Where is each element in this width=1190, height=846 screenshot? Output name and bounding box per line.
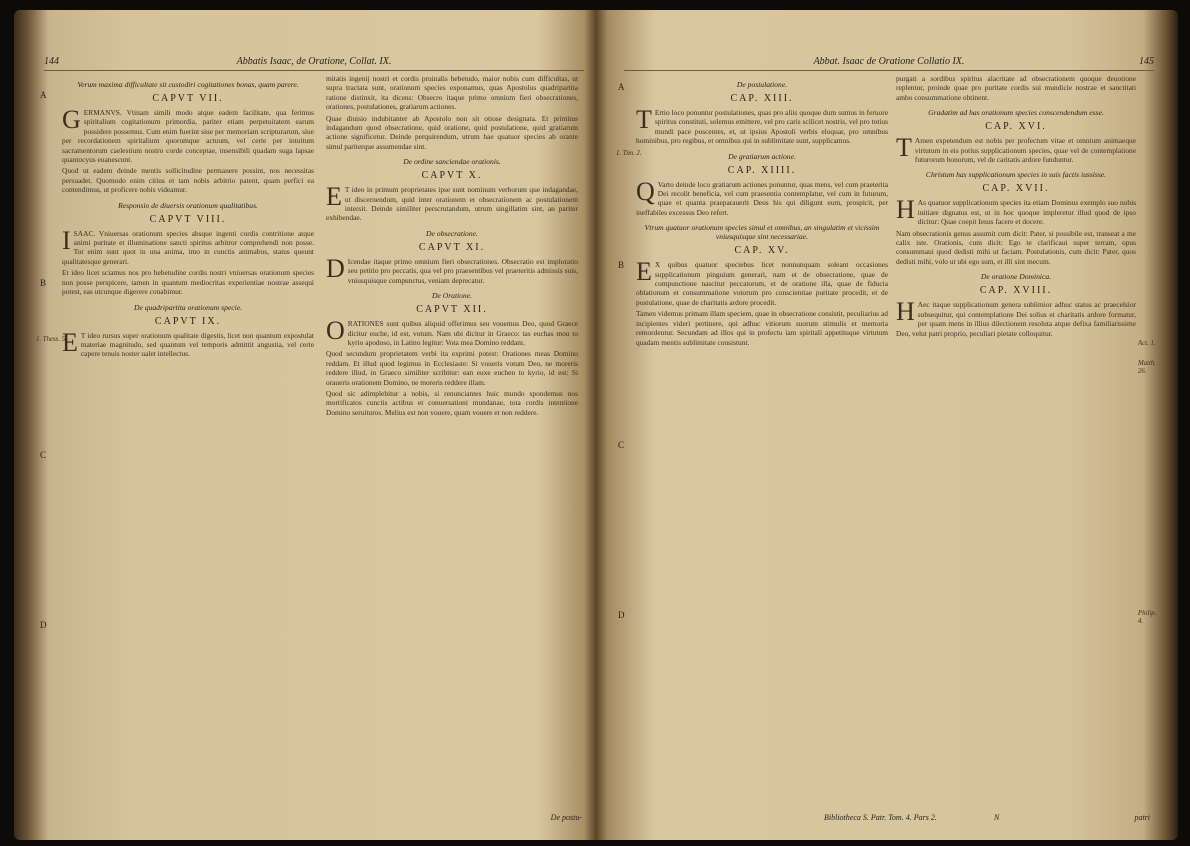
chapter-heading: CAP. XIIII. xyxy=(727,164,797,176)
paragraph-text: X quibus quatuor speciebus licet nonnunquam soleant occasiones supplicationum pinguium generari, nam et de obsecratione, quae de compunctione nascitur peccatorum, et de oratione illa, quae de fiducia oblationum et consummatione votorum pro conscientiae puritate procedit, et de postulatione, quae de charitatis ardore procedit. xyxy=(636,260,888,307)
paragraph: Quod ut eadem deinde mentis sollicitudine permanere possint, nos necessitas persuadet. Quomodo enim citius et tam nobis arbitrio patent, quam perfici ea contendimus, ut proficere nobis videamur. xyxy=(62,166,314,195)
catchword: patri xyxy=(1134,813,1150,822)
section-subtitle: Vtrum quatuor orationum species simul et omnibus, an singulatim et vicissim vniusquisque sint necessariae. xyxy=(644,223,880,242)
drop-cap: I xyxy=(62,225,71,255)
section-subtitle: De postulatione. xyxy=(736,80,788,89)
margin-note: Matth. 26. xyxy=(1138,360,1156,375)
book-spread xyxy=(14,10,1178,840)
paragraph xyxy=(896,195,1136,227)
signature-mark: N xyxy=(994,813,1000,822)
drop-cap: T xyxy=(896,133,912,163)
paragraph-text: Ertio loco ponuntur postulationes, quas pro aliis quoque dum sumus in feruore spiritus constituti, solemus emittere, vel pro caris scilicet nostris, vel pro totius mundi pace poscentes, et, ut ipsius Apostoli verbis eloquar, pro omnibus hominibus, pro regibus, et omnibus qui in sublimitate sunt, supplicamus. xyxy=(636,108,888,146)
section-subtitle: Verum maxima difficultate sit custodiri cogitationes bonas, quam parere. xyxy=(77,80,299,89)
margin-letter: A xyxy=(618,82,625,92)
margin-letter: B xyxy=(40,278,47,288)
chapter-heading: CAP. XVII. xyxy=(982,183,1050,195)
paragraph-text: Amen expetendum est nobis per profectum vitae et omnium animaeque virtutum in eis potius supplicationum species, quae vel de contemplatione futurorum bonorum, vel de caritatis ardore funduntur. xyxy=(914,136,1136,165)
margin-note: 1. Tim. 2. xyxy=(616,150,642,157)
paragraph: purgati a sordibus spiritus alacritate ad obsecrationem quoque deuotione replentur, proinde quae pro puritate cordis sui mundicie nostrae et sanctitati ambo consummatione obtinent. xyxy=(896,74,1136,102)
drop-cap: O xyxy=(326,316,345,346)
paragraph xyxy=(896,297,1136,338)
paragraph xyxy=(326,182,578,223)
drop-cap: G xyxy=(62,105,81,134)
margin-note: Act. 1. xyxy=(1138,340,1156,347)
paragraph xyxy=(62,225,314,267)
paragraph: mitatis ingenij nostri et cordis pruinalis hebetudo, maior nobis cum difficultas, ut supra tractata sunt, orationum species exponamus, quas Apostolus quadripartita ratione distinxit, ita dicens: Obsecro itaque primo omnium fieri obsecrationes, orationes, postulationes, gratiarum actiones. xyxy=(326,74,578,112)
paragraph-text: T ideo in primum proprietates ipse sunt nominum verborum que indagandae, ut discernendum, quid inter orationem et obsecrationem ac postulationem intersit. Deinde similiter perscrutandum, utrum singillatim sint, an pariter exhibendae. xyxy=(326,185,578,223)
chapter-heading: CAPVT XI. xyxy=(418,241,486,253)
paragraph-text: As quatuor supplicationum species ita etiam Dominus exemplo suo nobis initiare dignatus est, ut in hoc quoque impleretur illud quod de ipso dicitur: Quae coepit Iesus facere et docere. xyxy=(917,198,1136,227)
section-subtitle: De Oratione. xyxy=(431,291,473,301)
running-title: Abbatis Isaac, de Oratione, Collat. IX. xyxy=(236,56,392,67)
paragraph-text: Varto deinde loco gratiarum actiones ponuntur, quas mens, vel cum praeterita Dei recolit beneficia, vel cum praesentia contemplatur, vel cum in futurum, quae et quanta praeparauerit Deus his qui diligunt eum, prospicit, per ineffabiles excessus Deo refert. xyxy=(636,179,888,217)
chapter-heading: CAP. XV. xyxy=(734,245,790,257)
section-subtitle: De gratiarum actione. xyxy=(728,151,796,161)
section-subtitle: De obsecratione. xyxy=(426,228,478,238)
chapter-heading: CAPVT IX. xyxy=(154,315,222,327)
column-1 xyxy=(636,74,888,349)
running-head xyxy=(44,56,584,71)
column-1 xyxy=(62,74,314,361)
drop-cap: H xyxy=(896,297,915,327)
paragraph: Quod sic adimplebitur a nobis, si renunciantes huic mundo spondemus nos mortificatos cunctis actibus et conuersationi mundanae, tota cordis intentione Domino seruituros. Melius est non vouere, quam vouere et non reddere. xyxy=(326,388,578,417)
section-subtitle: De oratione Dominica. xyxy=(980,272,1052,282)
paragraph-text: SAAC. Vniuersas orationum species absque ingenti cordis contritione atque animi puritate et illuminatione sancti spiritus arbitror comprehendi non posse. Tot enim sunt quot in una anima, imo in cunctis animabus, status queunt qualitatesque generari. xyxy=(62,228,314,266)
running-title: Abbat. Isaac de Oratione Collatio IX. xyxy=(813,56,965,67)
paragraph-text: Aec itaque supplicationum genera sublimior adhuc status ac praecelsior subsequitur, qui contemplatione Dei solius et charitatis ardore formatur, per quam mens in illius dilectionem resoluta atque defixa familiarissime Deo, velut patri proprio, peculiari pietate colloquitur. xyxy=(896,300,1136,338)
chapter-heading: CAPVT X. xyxy=(421,170,483,182)
catchword: De postu- xyxy=(550,813,582,822)
paragraph: Nam obsecrationis genus assumit cum dicit: Pater, si possibile est, transeat a me calix iste. Orationis, cum dicit: Ego te clarificaui super terram, opus consummaui quod dedisti mihi ut faciam. Postulationis, cum dicit: Pater, quos dedisti mihi, volo ut ubi ego sum, et illi sint mecum. xyxy=(896,228,1136,266)
paragraph-text: T ideo rursus super orationum qualitate digestis, licet non quantum expostulat materiae magnitudo, sed quantum vel temporis admittit angustia, vel certe capere tenuis noster ualet intellectus. xyxy=(80,330,314,359)
chapter-heading: CAPVT VIII. xyxy=(149,213,227,225)
running-head xyxy=(624,56,1154,71)
chapter-heading: CAP. XVI. xyxy=(985,121,1047,133)
chapter-heading: CAPVT VII. xyxy=(152,93,224,104)
section-subtitle: Christum has supplicationum species in suis factis iussisse. xyxy=(925,170,1107,180)
margin-note: Philip. 4. xyxy=(1138,610,1157,625)
paragraph-text: ERMANVS. Vtinam simili modo atque eadem facilitate, qua ferimus spiritalium cogitationum primordia, pariter etiam perpetuitatem earum possidere possemus. Cum enim fuerint siue per memoriam scripturarum, siue per recordationem spiritalium quorumque actuum, vel certe per intuitum sacramentorum caelestium nostro corde conceptae, insensibili quadam suga lapsae quantocyus euanescunt. xyxy=(62,108,314,165)
section-subtitle: De ordine sanciendae orationis. xyxy=(403,157,501,167)
drop-cap: T xyxy=(636,105,652,134)
section-subtitle: Gradatim ad has orationum species conscendendum esse. xyxy=(928,108,1104,118)
margin-letter: C xyxy=(40,450,47,460)
drop-cap: D xyxy=(326,253,345,283)
paragraph: Quod secundum proprietatem verbi ita exprimi potest: Orationes meas Domino reddam. Et illud quod legimus in Ecclesiaste: Si voueris votum Deo, ne moreris reddere illud, in Graeco similiter scribitur: ean euxe euchen to kyrio, id est: Si oraueris orationem Domino, ne moreris reddere illam. xyxy=(326,349,578,387)
paragraph xyxy=(326,253,578,285)
drop-cap: Q xyxy=(636,176,655,206)
paragraph xyxy=(636,257,888,307)
margin-letter: B xyxy=(618,260,625,270)
chapter-heading: CAP. XVIII. xyxy=(979,285,1053,297)
section-subtitle: Responsio de diuersis orationum qualitatibus. xyxy=(118,200,258,210)
paragraph xyxy=(326,316,578,347)
chapter-heading: CAPVT XII. xyxy=(416,304,488,316)
paragraph-text: Icendae itaque primo omnium fieri obsecrationes. Obsecratio est imploratio seu petitio pro peccatis, qua vel pro praesentibus vel praeteritis admissis suis, vniusquisque compunctus, veniam deprecatur. xyxy=(347,256,578,285)
margin-letter: A xyxy=(40,90,47,100)
paragraph: Quae diuisio indubitanter ab Apostolo non sit otiose designata. Et primitus indagandum quod obsecratione, quid oratione, quid postulatione, quid gratiarum actione significetur. Deinde perquirendum, utrum hae quatuor species ab orante simul pariterque assumendae sint. xyxy=(326,113,578,151)
page-number: 145 xyxy=(1139,56,1154,67)
margin-note: 1. Thess. 5. xyxy=(36,336,67,343)
paragraph xyxy=(636,176,888,218)
footer-imprint: Bibliotheca S. Patr. Tom. 4. Pars 2. xyxy=(824,813,937,822)
left-page xyxy=(34,10,594,840)
column-2 xyxy=(326,74,578,419)
drop-cap: H xyxy=(896,195,915,225)
paragraph-text: RATIONES sunt quibus aliquid offerimus seu vouemus Deo, quod Graece dicitur euche, id est, votum. Nam ubi dicitur in Graeco: tas euchas mou to kyrio apodoso, in Latino legitur: Vota mea Domino reddam. xyxy=(347,319,578,347)
paragraph: Et ideo licet sciamus nos pro hebetudine cordis nostri vniuersas orationum species non posse perspicere, tamen in quantum mediocritas experientiae nostrae assequi potest, eas utcunque digerere conabimur. xyxy=(62,268,314,297)
margin-letter: C xyxy=(618,440,625,450)
column-2 xyxy=(896,74,1136,340)
paragraph xyxy=(636,105,888,146)
section-subtitle: De quadripartita orationum specie. xyxy=(134,302,242,312)
paragraph: Tamen videmus primam illam speciem, quae in obsecratione consistit, peculiarius ad incipientes videri pertinere, qui adhuc vitiorum suorum stimulis et memoria remordentur. Secundam ad illos qui in profectu iam spiritali appetituque virtutum quadam mentis sublimitate consistunt. xyxy=(636,309,888,347)
margin-letter: D xyxy=(40,620,47,630)
drop-cap: E xyxy=(326,182,342,212)
paragraph xyxy=(62,327,314,359)
paragraph xyxy=(62,105,314,165)
chapter-heading: CAP. XIII. xyxy=(730,93,794,104)
page-number: 144 xyxy=(44,56,59,67)
right-page xyxy=(614,10,1164,840)
paragraph xyxy=(896,133,1136,165)
drop-cap: E xyxy=(62,327,78,357)
margin-letter: D xyxy=(618,610,625,620)
drop-cap: E xyxy=(636,257,652,287)
